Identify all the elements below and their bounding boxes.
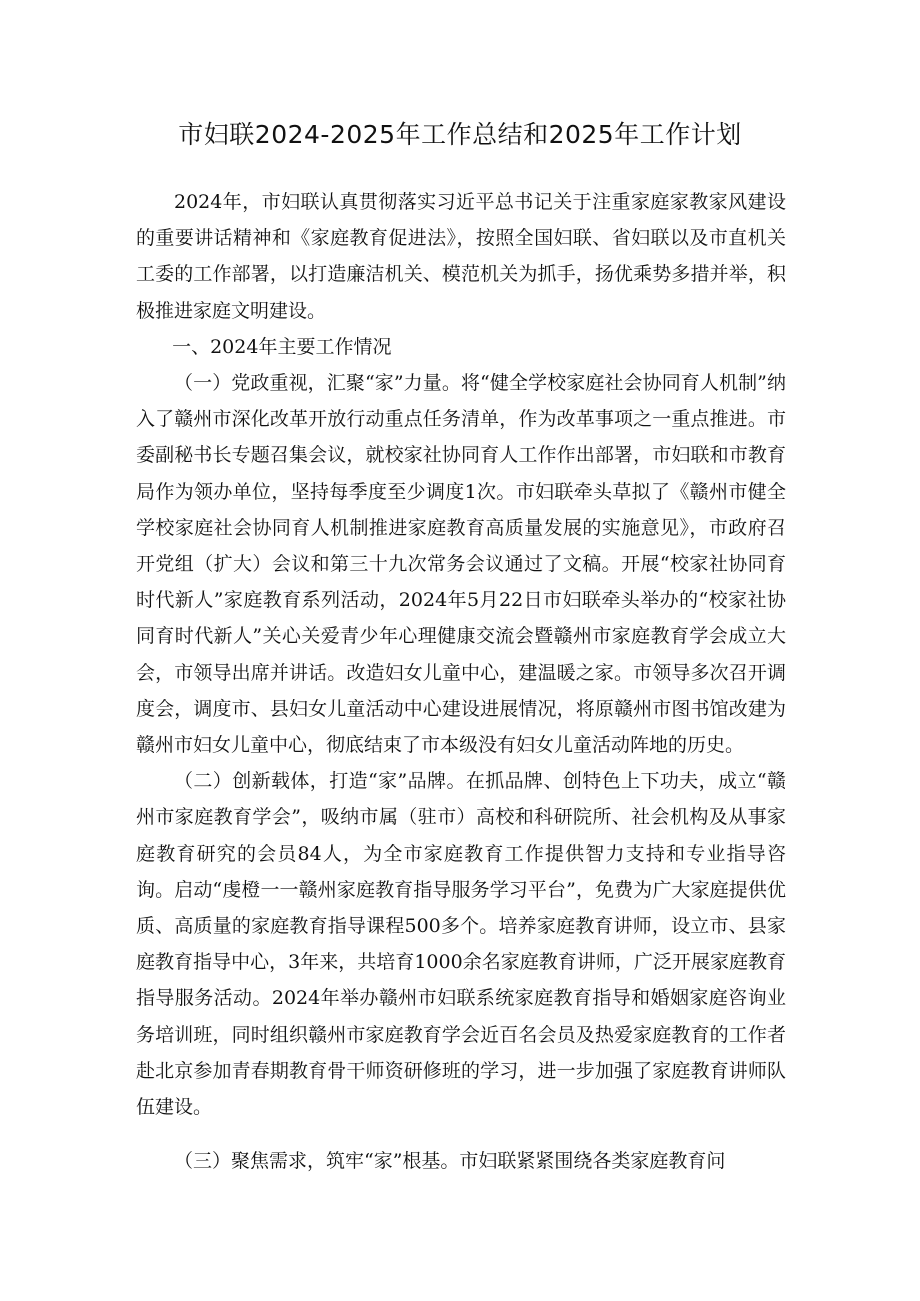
body-paragraph-2: （二）创新载体，打造“家”品牌。在抓品牌、创特色上下功夫，成立“赣州市家庭教育学会”，吸纳市属（驻市）高校和科研院所、社会机构及从事家庭教育研究的会员84人，为全市家庭教育工作提供智力支持和专业指导咨询。启动“虔橙一一赣州家庭教育指导服务学习平台”，免费为广大家庭提供优质、高质量的家庭教育指导课程500多个。培养家庭教育讲师，设立市、县家庭教育指导中心，3年来，共培育1000余名家庭教育讲师，广泛开展家庭教育指导服务活动。2024年举办赣州市妇联系统家庭教育指导和婚姻家庭咨询业务培训班，同时组织赣州市家庭教育学会近百名会员及热爱家庭教育的工作者赴北京参加青春期教育骨干师资研修班的学习，进一步加强了家庭教育讲师队伍建设。 xyxy=(136,770,786,1119)
document-title: 市妇联2024-2025年工作总结和2025年工作计划 xyxy=(178,120,742,149)
section-heading: 一、2024年主要工作情况 xyxy=(172,335,392,358)
body-paragraph-3: （三）聚焦需求，筑牢“家”根基。市妇联紧紧围绕各类家庭教育问 xyxy=(174,1150,726,1173)
intro-paragraph: 2024年，市妇联认真贯彻落实习近平总书记关于注重家庭家教家风建设的重要讲话精神和《家庭教育促进法》，按照全国妇联、省妇联以及市直机关工委的工作部署，以打造廉洁机关、模范机关为抓手，扬优乘势多措并举，积极推进家庭文明建设。 xyxy=(136,191,786,322)
document-body xyxy=(136,184,786,1179)
body-paragraph-1: （一）党政重视，汇聚“家”力量。将“健全学校家庭社会协同育人机制”纳入了赣州市深化改革开放行动重点任务清单，作为改革事项之一重点推进。市委副秘书长专题召集会议，就校家社协同育人工作作出部署，市妇联和市教育局作为领办单位，坚持每季度至少调度1次。市妇联牵头草拟了《赣州市健全学校家庭社会协同育人机制推进家庭教育高质量发展的实施意见》，市政府召开党组（扩大）会议和第三十九次常务会议通过了文稿。开展“校家社协同育时代新人”家庭教育系列活动，2024年5月22日市妇联牵头举办的“校家社协同育时代新人”关心关爱青少年心理健康交流会暨赣州市家庭教育学会成立大会，市领导出席并讲话。改造妇女儿童中心，建温暖之家。市领导多次召开调度会，调度市、县妇女儿童活动中心建设进展情况，将原赣州市图书馆改建为赣州市妇女儿童中心，彻底结束了市本级没有妇女儿童活动阵地的历史。 xyxy=(136,372,786,757)
